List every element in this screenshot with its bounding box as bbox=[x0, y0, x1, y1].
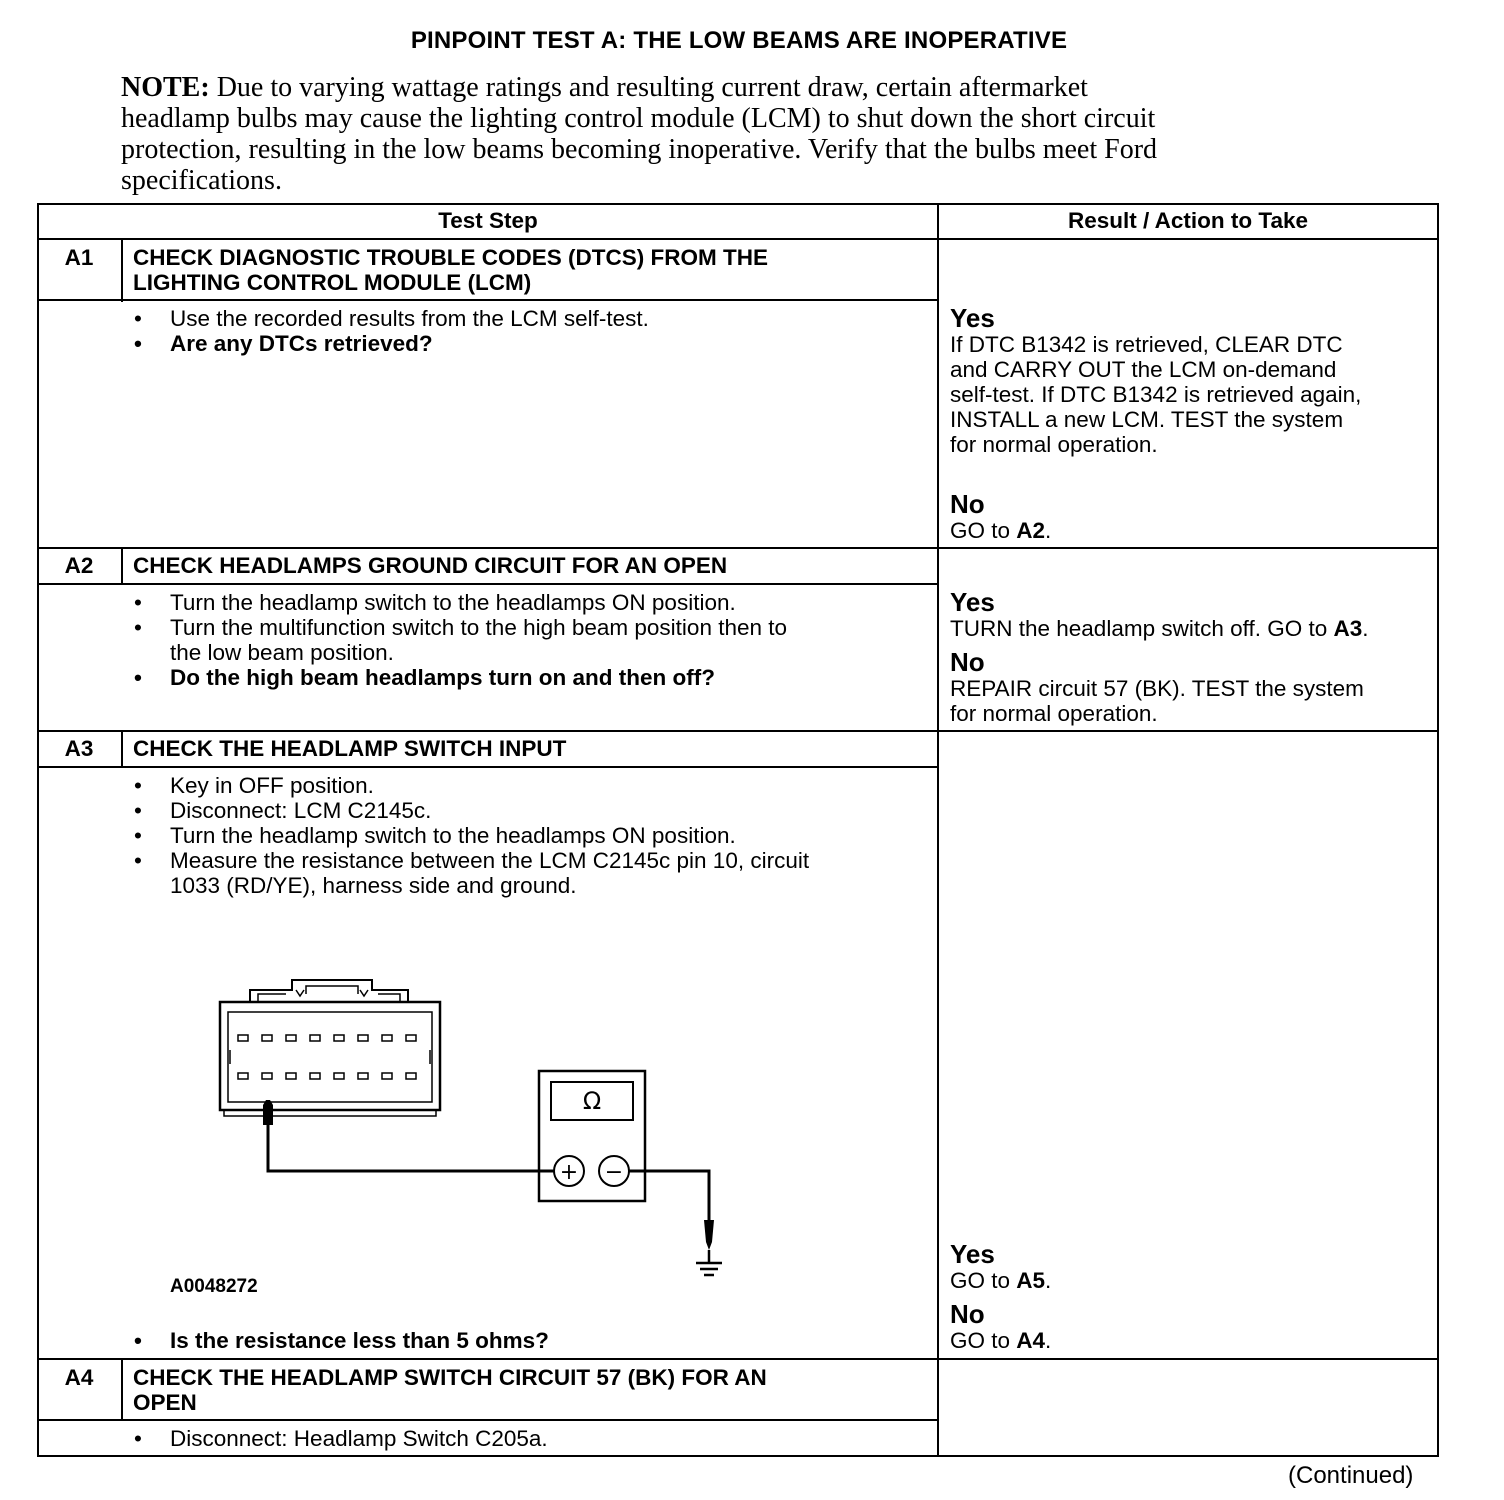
no-label: No bbox=[950, 1299, 985, 1329]
result-line: for normal operation. bbox=[950, 701, 1158, 726]
bullet-text: Turn the headlamp switch to the headlamps ON position. bbox=[170, 823, 736, 848]
column-divider bbox=[937, 203, 939, 1457]
bullet-text: Turn the headlamp switch to the headlamps ON position. bbox=[170, 590, 736, 615]
bullet-dot: • bbox=[134, 823, 142, 848]
result-a1 bbox=[950, 304, 1361, 457]
step-title-a2: CHECK HEADLAMPS GROUND CIRCUIT FOR AN OPEN bbox=[133, 553, 728, 578]
step-link-a2[interactable]: A2 bbox=[1016, 518, 1046, 543]
step-title-a3: CHECK THE HEADLAMP SWITCH INPUT bbox=[133, 736, 567, 761]
step-link-a4[interactable]: A4 bbox=[1016, 1328, 1046, 1353]
row-divider bbox=[37, 730, 1439, 732]
result-text: GO to bbox=[950, 518, 1017, 543]
bullet-text: Measure the resistance between the LCM C2145c pin 10, circuit bbox=[170, 848, 810, 873]
step-title-line: CHECK THE HEADLAMP SWITCH CIRCUIT 57 (BK) FOR AN bbox=[133, 1365, 767, 1390]
step-id-a1: A1 bbox=[64, 245, 94, 270]
header-test-step: Test Step bbox=[438, 208, 538, 233]
bullet-dot: • bbox=[134, 590, 142, 615]
note-line: Due to varying wattage ratings and resulting current draw, certain aftermarket bbox=[209, 72, 1088, 103]
row-divider bbox=[37, 238, 1439, 240]
result-text: . bbox=[1045, 1328, 1052, 1353]
no-label: No bbox=[950, 647, 985, 677]
step-title-line: OPEN bbox=[133, 1390, 197, 1415]
id-column-divider bbox=[121, 1358, 123, 1421]
result-line: INSTALL a new LCM. TEST the system bbox=[950, 407, 1344, 432]
negative-lead bbox=[629, 1171, 709, 1228]
result-line: If DTC B1342 is retrieved, CLEAR DTC bbox=[950, 332, 1343, 357]
step-link-a5[interactable]: A5 bbox=[1016, 1268, 1046, 1293]
no-label: No bbox=[950, 489, 985, 519]
bullet-text: the low beam position. bbox=[170, 640, 394, 665]
bullet-dot: • bbox=[134, 1328, 142, 1353]
bullet-dot: • bbox=[134, 615, 142, 640]
result-text: TURN the headlamp switch off. GO to bbox=[950, 616, 1334, 641]
step-title-line: CHECK DIAGNOSTIC TROUBLE CODES (DTCS) FROM THE bbox=[133, 245, 768, 270]
bullet-text: Turn the multifunction switch to the high beam position then to bbox=[170, 615, 788, 640]
positive-lead bbox=[268, 1125, 554, 1171]
ohm-symbol: Ω bbox=[582, 1087, 602, 1115]
probe-tip bbox=[263, 1100, 273, 1125]
yes-label: Yes bbox=[950, 303, 995, 333]
result-a2 bbox=[950, 588, 1369, 726]
result-a1-no bbox=[950, 490, 1051, 543]
step-title-line: LIGHTING CONTROL MODULE (LCM) bbox=[133, 270, 532, 295]
connector-ohmmeter-illustration bbox=[200, 960, 760, 1290]
result-line: for normal operation. bbox=[950, 432, 1158, 457]
ground-probe bbox=[704, 1220, 714, 1250]
step-id-a2: A2 bbox=[64, 553, 94, 578]
result-text: . bbox=[1045, 518, 1052, 543]
bullet-question: Do the high beam headlamps turn on and then off? bbox=[170, 665, 715, 690]
result-line: REPAIR circuit 57 (BK). TEST the system bbox=[950, 676, 1364, 701]
step-title-a1 bbox=[133, 245, 768, 295]
connector-body bbox=[220, 1002, 440, 1110]
result-line: self-test. If DTC B1342 is retrieved again, bbox=[950, 382, 1362, 407]
connector-pins-row bbox=[238, 1035, 416, 1041]
figure-id: A0048272 bbox=[170, 1276, 258, 1297]
row-divider bbox=[37, 1358, 1439, 1360]
step-title-a4 bbox=[133, 1365, 767, 1415]
connector-inner bbox=[228, 1012, 432, 1102]
id-column-divider bbox=[121, 547, 123, 585]
ground-symbol bbox=[696, 1250, 722, 1275]
row-divider bbox=[37, 766, 937, 768]
row-divider bbox=[37, 299, 937, 301]
row-divider bbox=[37, 583, 937, 585]
note-label: NOTE: bbox=[121, 72, 210, 103]
bullet-dot: • bbox=[134, 331, 142, 356]
result-text: GO to bbox=[950, 1328, 1017, 1353]
note-line: headlamp bulbs may cause the lighting control module (LCM) to shut down the short circuit bbox=[121, 103, 1156, 134]
plus-sign: + bbox=[559, 1160, 579, 1185]
id-column-divider bbox=[121, 730, 123, 768]
result-text: . bbox=[1045, 1268, 1052, 1293]
bullet-question: Is the resistance less than 5 ohms? bbox=[170, 1328, 549, 1353]
bullet-dot: • bbox=[134, 798, 142, 823]
step-id-a3: A3 bbox=[64, 736, 94, 761]
bullet-dot: • bbox=[134, 1426, 142, 1451]
connector-lock-tab bbox=[250, 980, 408, 1002]
page-title: PINPOINT TEST A: THE LOW BEAMS ARE INOPERATIVE bbox=[410, 27, 1068, 54]
result-line: and CARRY OUT the LCM on-demand bbox=[950, 357, 1337, 382]
yes-label: Yes bbox=[950, 1239, 995, 1269]
result-text: GO to bbox=[950, 1268, 1017, 1293]
connector-pins-row bbox=[238, 1073, 416, 1079]
note-line: protection, resulting in the low beams becoming inoperative. Verify that the bulbs meet Ford bbox=[121, 134, 1158, 165]
continued-label: (Continued) bbox=[1288, 1462, 1414, 1489]
note-line: specifications. bbox=[121, 165, 282, 196]
row-divider bbox=[37, 1419, 937, 1421]
bullet-dot: • bbox=[134, 848, 142, 873]
bullet-dot: • bbox=[134, 773, 142, 798]
row-divider bbox=[37, 547, 1439, 549]
yes-label: Yes bbox=[950, 587, 995, 617]
step-link-a3[interactable]: A3 bbox=[1333, 616, 1363, 641]
bullet-dot: • bbox=[134, 306, 142, 331]
bullet-text: Use the recorded results from the LCM self-test. bbox=[170, 306, 649, 331]
step-id-a4: A4 bbox=[64, 1365, 94, 1390]
bullet-text: Disconnect: Headlamp Switch C205a. bbox=[170, 1426, 548, 1451]
result-text: . bbox=[1362, 616, 1369, 641]
minus-sign: − bbox=[604, 1160, 624, 1185]
bullet-dot: • bbox=[134, 665, 142, 690]
result-a3 bbox=[950, 1240, 1051, 1353]
header-result-action: Result / Action to Take bbox=[1067, 208, 1309, 233]
bullet-text: Key in OFF position. bbox=[170, 773, 374, 798]
bullet-question: Are any DTCs retrieved? bbox=[170, 331, 433, 356]
id-column-divider bbox=[121, 238, 123, 302]
bullet-text: Disconnect: LCM C2145c. bbox=[170, 798, 432, 823]
note-paragraph bbox=[121, 72, 1321, 196]
bullet-text: 1033 (RD/YE), harness side and ground. bbox=[170, 873, 577, 898]
